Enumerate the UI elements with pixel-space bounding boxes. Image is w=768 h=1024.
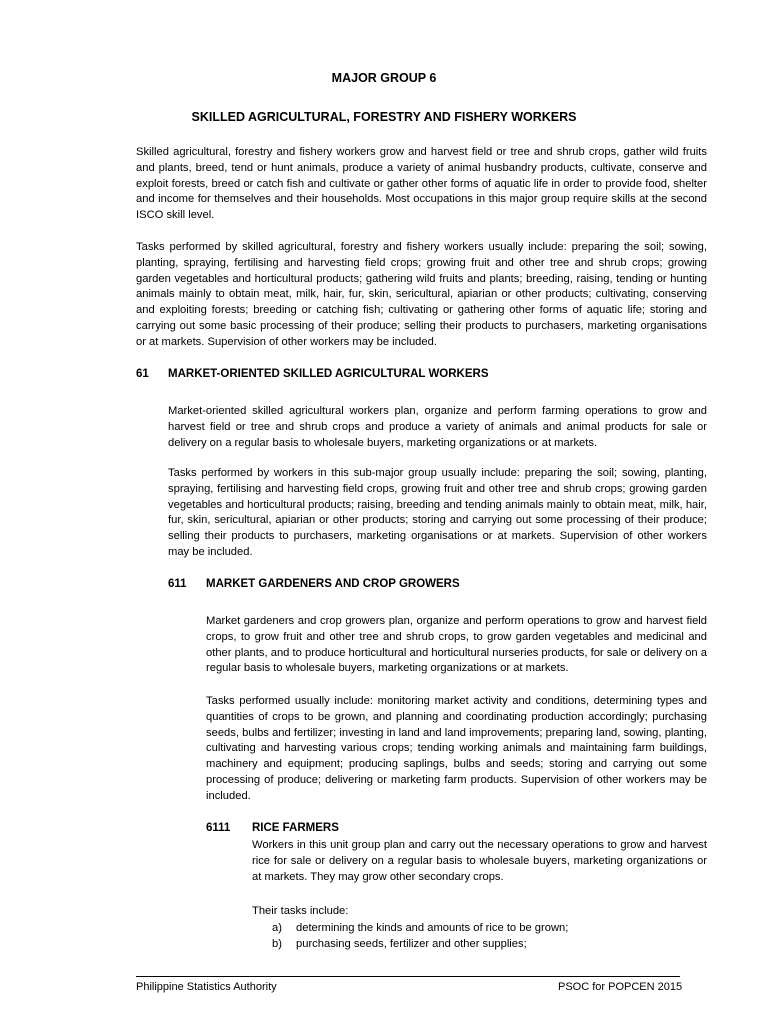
sub-major-group-code: 61: [136, 368, 149, 380]
list-item-text: determining the kinds and amounts of rice to be grown;: [296, 922, 569, 934]
list-marker: b): [272, 938, 282, 950]
list-item: [272, 936, 568, 952]
minor-group-code: 611: [168, 578, 187, 590]
minor-group-title: MARKET GARDENERS AND CROP GROWERS: [206, 578, 460, 590]
unit-group-description: Workers in this unit group plan and carry out the necessary operations to grow and harvest rice for sale or delivery on a regular basis to wholesale buyers, marketing organizations or at markets. They may grow other secondary crops.: [252, 839, 707, 883]
unit-group-title: RICE FARMERS: [252, 822, 339, 834]
list-marker: a): [272, 922, 282, 934]
list-item-text: purchasing seeds, fertilizer and other supplies;: [296, 938, 527, 950]
footer-divider: [136, 976, 680, 977]
sub-major-group-tasks: Tasks performed by workers in this sub-major group usually include: preparing the soil; sowing, planting, spraying, fertilising and harvesting field crops, growing fruit and other tree and shrub crops; growing garden vegetables and horticultural products; raising, breeding and tending animals mainly to obtain meat, milk, hair, fur, skin, sericultural, apiarian or other products; storing and carrying out some processing of their produce; selling their products to purchasers, marketing organisations or at markets. Supervision of other workers may be included.: [168, 467, 707, 558]
unit-group-tasks-intro: Their tasks include:: [252, 905, 349, 917]
sub-major-group-description: Market-oriented skilled agricultural workers plan, organize and perform farming operations to grow and harvest field or tree and shrub crops and produce a variety of animals and animal products for sale or delivery on a regular basis to wholesale buyers, marketing organizations or at markets.: [168, 405, 707, 449]
minor-group-description: Market gardeners and crop growers plan, organize and perform operations to grow and harvest field crops, to grow fruit and other tree and shrub crops, to grow garden vegetables and medicinal and other plants, and to produce horticultural and horticultural nurseries products, for sale or delivery on a regular basis to wholesale buyers, marketing organizations or at markets.: [206, 615, 707, 675]
footer-document-label: PSOC for POPCEN 2015: [558, 981, 683, 993]
list-item: [272, 920, 568, 936]
major-group-title: MAJOR GROUP 6: [331, 71, 437, 85]
intro-paragraph: Skilled agricultural, forestry and fishery workers grow and harvest field or tree and shrub crops, gather wild fruits and plants, breed, tend or hunt animals, produce a variety of animal husbandry products, cultivate, conserve and exploit forests, breed or catch fish and cultivate or gather other forms of aquatic life in order to provide food, shelter and income for themselves and their households. Most occupations in this major group require skills at the second ISCO skill level.: [136, 146, 707, 222]
unit-group-task-list: [272, 920, 568, 952]
minor-group-tasks: Tasks performed usually include: monitoring market activity and conditions, determining types and quantities of crops to be grown, and planning and coordinating production accordingly; purchasing seeds, bulbs and fertilizer; investing in land and land improvements; preparing land, sowing, planting, cultivating and harvesting various crops; tending working animals and maintaining farm buildings, machinery and equipment; producing saplings, bulbs and seeds; storing and carrying out some processing of produce; delivering or marketing farm products. Supervision of other workers may be included.: [206, 695, 707, 802]
unit-group-code: 6111: [206, 822, 231, 834]
tasks-paragraph: Tasks performed by skilled agricultural, forestry and fishery workers usually include: preparing the soil; sowing, planting, spraying, fertilising and harvesting field crops; growing fruit and other tree and shrub crops; growing garden vegetables and horticultural products; gathering wild fruits and plants; breeding, raising, tending or hunting animals mainly to obtain meat, milk, hair, fur, skin, sericultural, apiarian or other products; cultivating, conserving and exploiting forests; breeding or catching fish; cultivating or gathering other forms of aquatic life; storing and carrying out some basic processing of their produce; selling their products to purchasers, marketing organisations or at markets. Supervision of other workers may be included.: [136, 241, 707, 348]
major-group-subtitle: SKILLED AGRICULTURAL, FORESTRY AND FISHERY WORKERS: [191, 110, 577, 124]
sub-major-group-title: MARKET-ORIENTED SKILLED AGRICULTURAL WORKERS: [168, 368, 489, 380]
footer-organization: Philippine Statistics Authority: [136, 981, 277, 993]
